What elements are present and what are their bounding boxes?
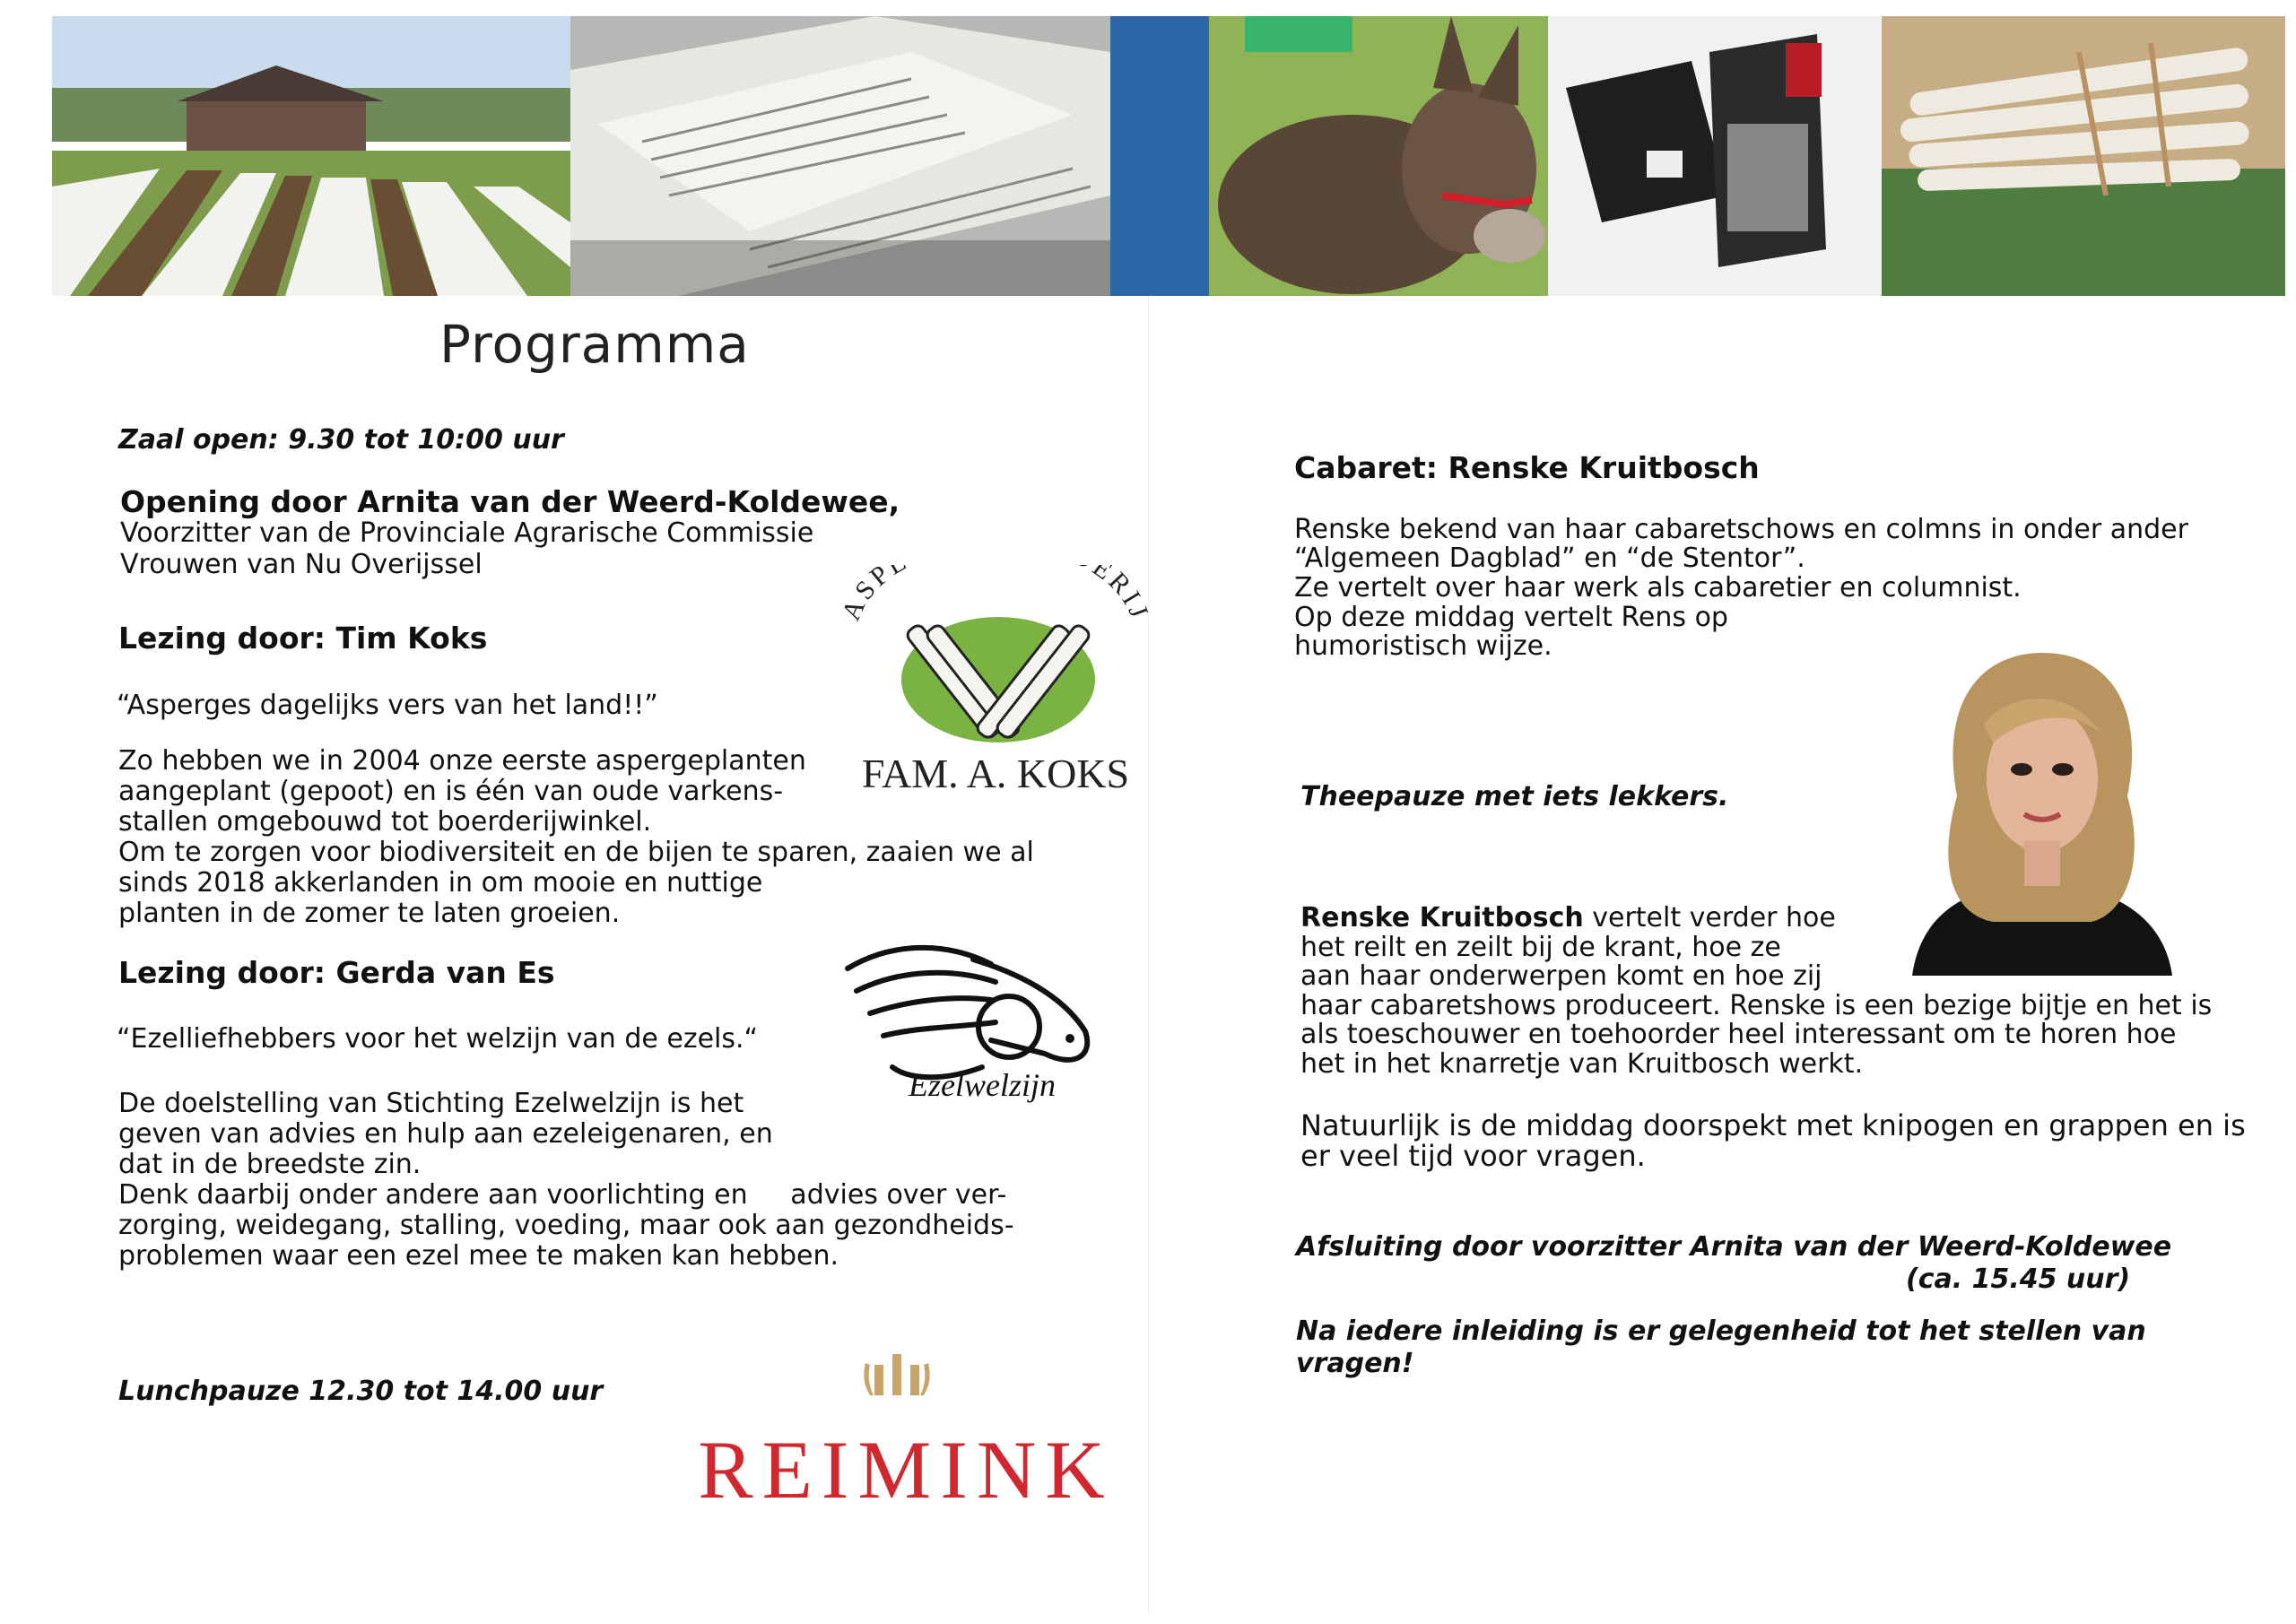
renske-line: aan haar onderwerpen komt en hoe zij xyxy=(1300,960,1822,992)
lunchpauze: Lunchpauze 12.30 tot 14.00 uur xyxy=(118,1376,604,1407)
asperge-arc-text: ASP ERIJ xyxy=(839,565,1152,625)
cabaret-line: Ze vertelt over haar werk als cabaretier en columnist. xyxy=(1294,572,2022,604)
theepauze: Theepauze met iets lekkers. xyxy=(1300,781,1729,812)
cabaret-line: Op deze middag vertelt Rens op xyxy=(1294,602,1728,633)
cabaret-heading: Cabaret: Renske Kruitbosch xyxy=(1294,450,1760,485)
lezing2-line: zorging, weidegang, stalling, voeding, maar ook aan gezondheids- xyxy=(118,1210,1014,1241)
renske-line: als toeschouwer en toehoorder heel interessant om te horen hoe xyxy=(1300,1019,2177,1050)
lezing2-line: geven van advies en hulp aan ezeleigenaren, en xyxy=(118,1118,773,1150)
afsluiting-line1: Afsluiting door voorzitter Arnita van der Weerd-Koldewee xyxy=(1296,1231,2172,1263)
opening-line: Voorzitter van de Provinciale Agrarische Commissie xyxy=(120,517,814,549)
asperge-boerderij-logo xyxy=(839,565,1152,798)
lezing1-line: Zo hebben we in 2004 onze eerste aspergeplanten xyxy=(118,745,806,777)
photo-farm xyxy=(52,16,570,296)
opening-line: Vrouwen van Nu Overijssel xyxy=(120,549,483,580)
lezing1-line: Om te zorgen voor biodiversiteit en de bijen te sparen, zaaien we al xyxy=(118,837,1034,868)
renske-first-text: vertelt verder hoe xyxy=(1583,902,1836,934)
afsluiting-line2: (ca. 15.45 uur) xyxy=(1906,1264,2131,1295)
cabaret-line: “Algemeen Dagblad” en “de Stentor”. xyxy=(1294,543,1805,574)
lezing2-heading: Lezing door: Gerda van Es xyxy=(118,955,555,990)
na-iedere-line: Na iedere inleiding is er gelegenheid tot het stellen van xyxy=(1296,1316,2146,1347)
ezel-name: Ezelwelzijn xyxy=(909,1067,1056,1103)
lezing1-heading: Lezing door: Tim Koks xyxy=(118,621,488,656)
reimink-name: REIMINK xyxy=(698,1424,1114,1515)
lezing2-line: De doelstelling van Stichting Ezelwelzijn is het xyxy=(118,1088,744,1119)
renske-line: het in het knarretje van Kruitbosch werkt. xyxy=(1300,1048,1864,1080)
photo-books xyxy=(1548,16,1882,296)
ezelwelzijn-logo xyxy=(839,933,1108,1112)
lezing2-line: Denk daarbij onder andere aan voorlichting en advies over ver- xyxy=(118,1179,1007,1211)
natuurlijk-line: er veel tijd voor vragen. xyxy=(1300,1139,1646,1173)
renske-line-first xyxy=(1300,903,1836,934)
cabaret-line: humoristisch wijze. xyxy=(1294,630,1552,662)
renske-line: het reilt en zeilt bij de krant, hoe ze xyxy=(1300,932,1781,963)
lezing1-line: sinds 2018 akkerlanden in om mooie en nuttige xyxy=(118,867,763,899)
photo-newspapers xyxy=(570,16,1110,296)
cabaret-line: Renske bekend van haar cabaretschows en colmns in onder ander xyxy=(1294,514,2188,545)
opening-heading: Opening door Arnita van der Weerd-Koldewee, xyxy=(120,484,900,519)
lezing2-line: dat in de breedste zin. xyxy=(118,1149,422,1180)
natuurlijk-line: Natuurlijk is de middag doorspekt met knipogen en grappen en is xyxy=(1300,1108,2246,1142)
renske-line: haar cabaretshows produceert. Renske is een bezige bijtje en het is xyxy=(1300,990,2213,1021)
lezing1-quote: “Asperges dagelijks vers van het land!!” xyxy=(117,690,658,721)
renske-portrait xyxy=(1858,644,2217,976)
reimink-logo xyxy=(682,1345,1130,1515)
asperge-name: FAM. A. KOKS xyxy=(861,751,1130,796)
page-fold xyxy=(1148,296,1149,1614)
lezing2-line: problemen waar een ezel mee te maken kan hebben. xyxy=(118,1240,839,1272)
lezing1-line: planten in de zomer te laten groeien. xyxy=(118,898,621,929)
renske-name-bold: Renske Kruitbosch xyxy=(1300,902,1584,934)
photo-donkey xyxy=(1110,16,1548,296)
lezing1-line: stallen omgebouwd tot boerderijwinkel. xyxy=(118,806,652,838)
photo-asparagus xyxy=(1882,16,2285,296)
lezing1-line: aangeplant (gepoot) en is één van oude varkens- xyxy=(118,776,784,807)
page-title: Programma xyxy=(439,314,750,375)
zaal-open: Zaal open: 9.30 tot 10:00 uur xyxy=(118,424,564,456)
na-iedere-line: vragen! xyxy=(1296,1348,1414,1379)
lezing2-quote: “Ezelliefhebbers voor het welzijn van de ezels.“ xyxy=(117,1023,759,1055)
